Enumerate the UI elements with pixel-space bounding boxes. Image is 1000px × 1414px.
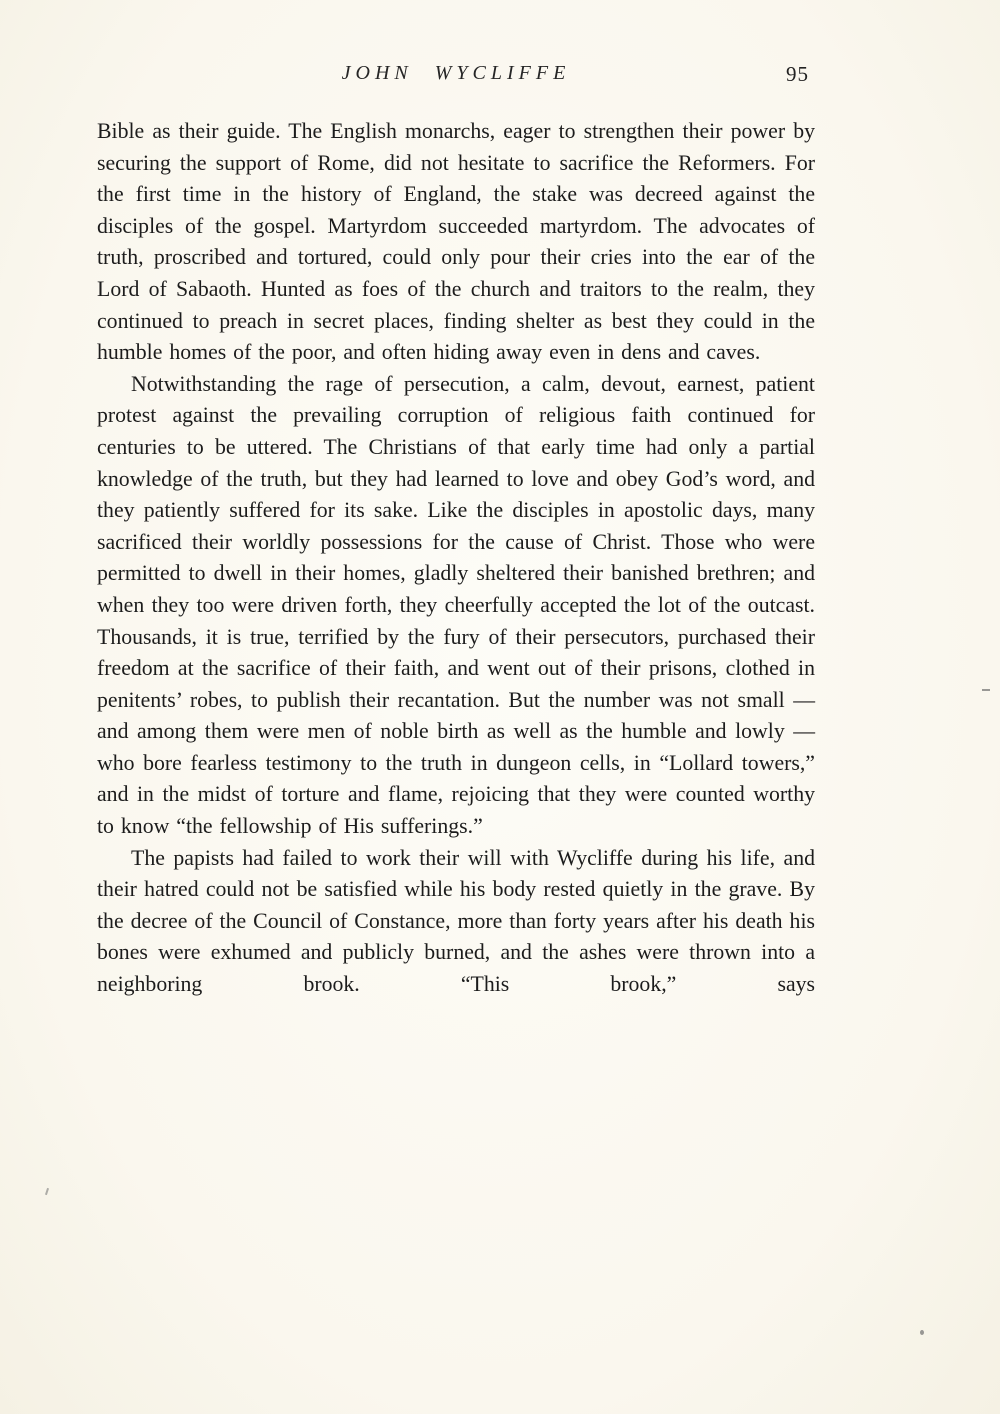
scan-speck [982, 689, 990, 691]
scan-speck [45, 1188, 49, 1195]
paragraph: The papists had failed to work their will with Wycliffe during his life, and their hatred could not be satisfied while his body rested quietly in the grave. By the decree of the Council of Constance, more than forty years after his death his bones were exhumed and publicly burned, and the ashes were thrown into a neighboring brook. “This brook,” says [97, 845, 815, 997]
running-title: JOHN WYCLIFFE [341, 62, 571, 84]
paragraph: Notwithstanding the rage of persecution, a calm, devout, earnest, patient protest against the prevailing corruption of religious faith continued for centuries to be uttered. The Christians of that early time had only a partial knowledge of the truth, but they had learned to love and obey God’s word, and they patiently suffered for its sake. Like the disciples in apostolic days, many sacrificed their worldly possessions for the cause of Christ. Those who were permitted to dwell in their homes, gladly sheltered their banished brethren; and when they too were driven forth, they cheerfully accepted the lot of the outcast. Thousands, it is true, terrified by the fury of their persecutors, purchased their freedom at the sacrifice of their faith, and went out of their prisons, clothed in penitents’ robes, to publish their recantation. But the number was not small — and among them were men of noble birth as well as the humble and lowly — who bore fearless testimony to the truth in dungeon cells, in “Lollard towers,” and in the midst of torture and flame, rejoicing that they were counted worthy to know “the fellowship of His sufferings.” [97, 371, 815, 839]
page-header [97, 62, 815, 90]
page-number: 95 [786, 62, 809, 86]
page-body [97, 116, 815, 1001]
paragraph-continuation: Bible as their guide. The English monarchs, eager to strengthen their power by securing the support of Rome, did not hesitate to sacrifice the Reformers. For the first time in the history of England, the stake was decreed against the disciples of the gospel. Martyrdom succeeded martyrdom. The advocates of truth, proscribed and tortured, could only pour their cries into the ear of the Lord of Sabaoth. Hunted as foes of the church and traitors to the realm, they continued to preach in secret places, finding shelter as best they could in the humble homes of the poor, and often hiding away even in dens and caves. [97, 119, 815, 365]
scan-speck [920, 1330, 924, 1335]
